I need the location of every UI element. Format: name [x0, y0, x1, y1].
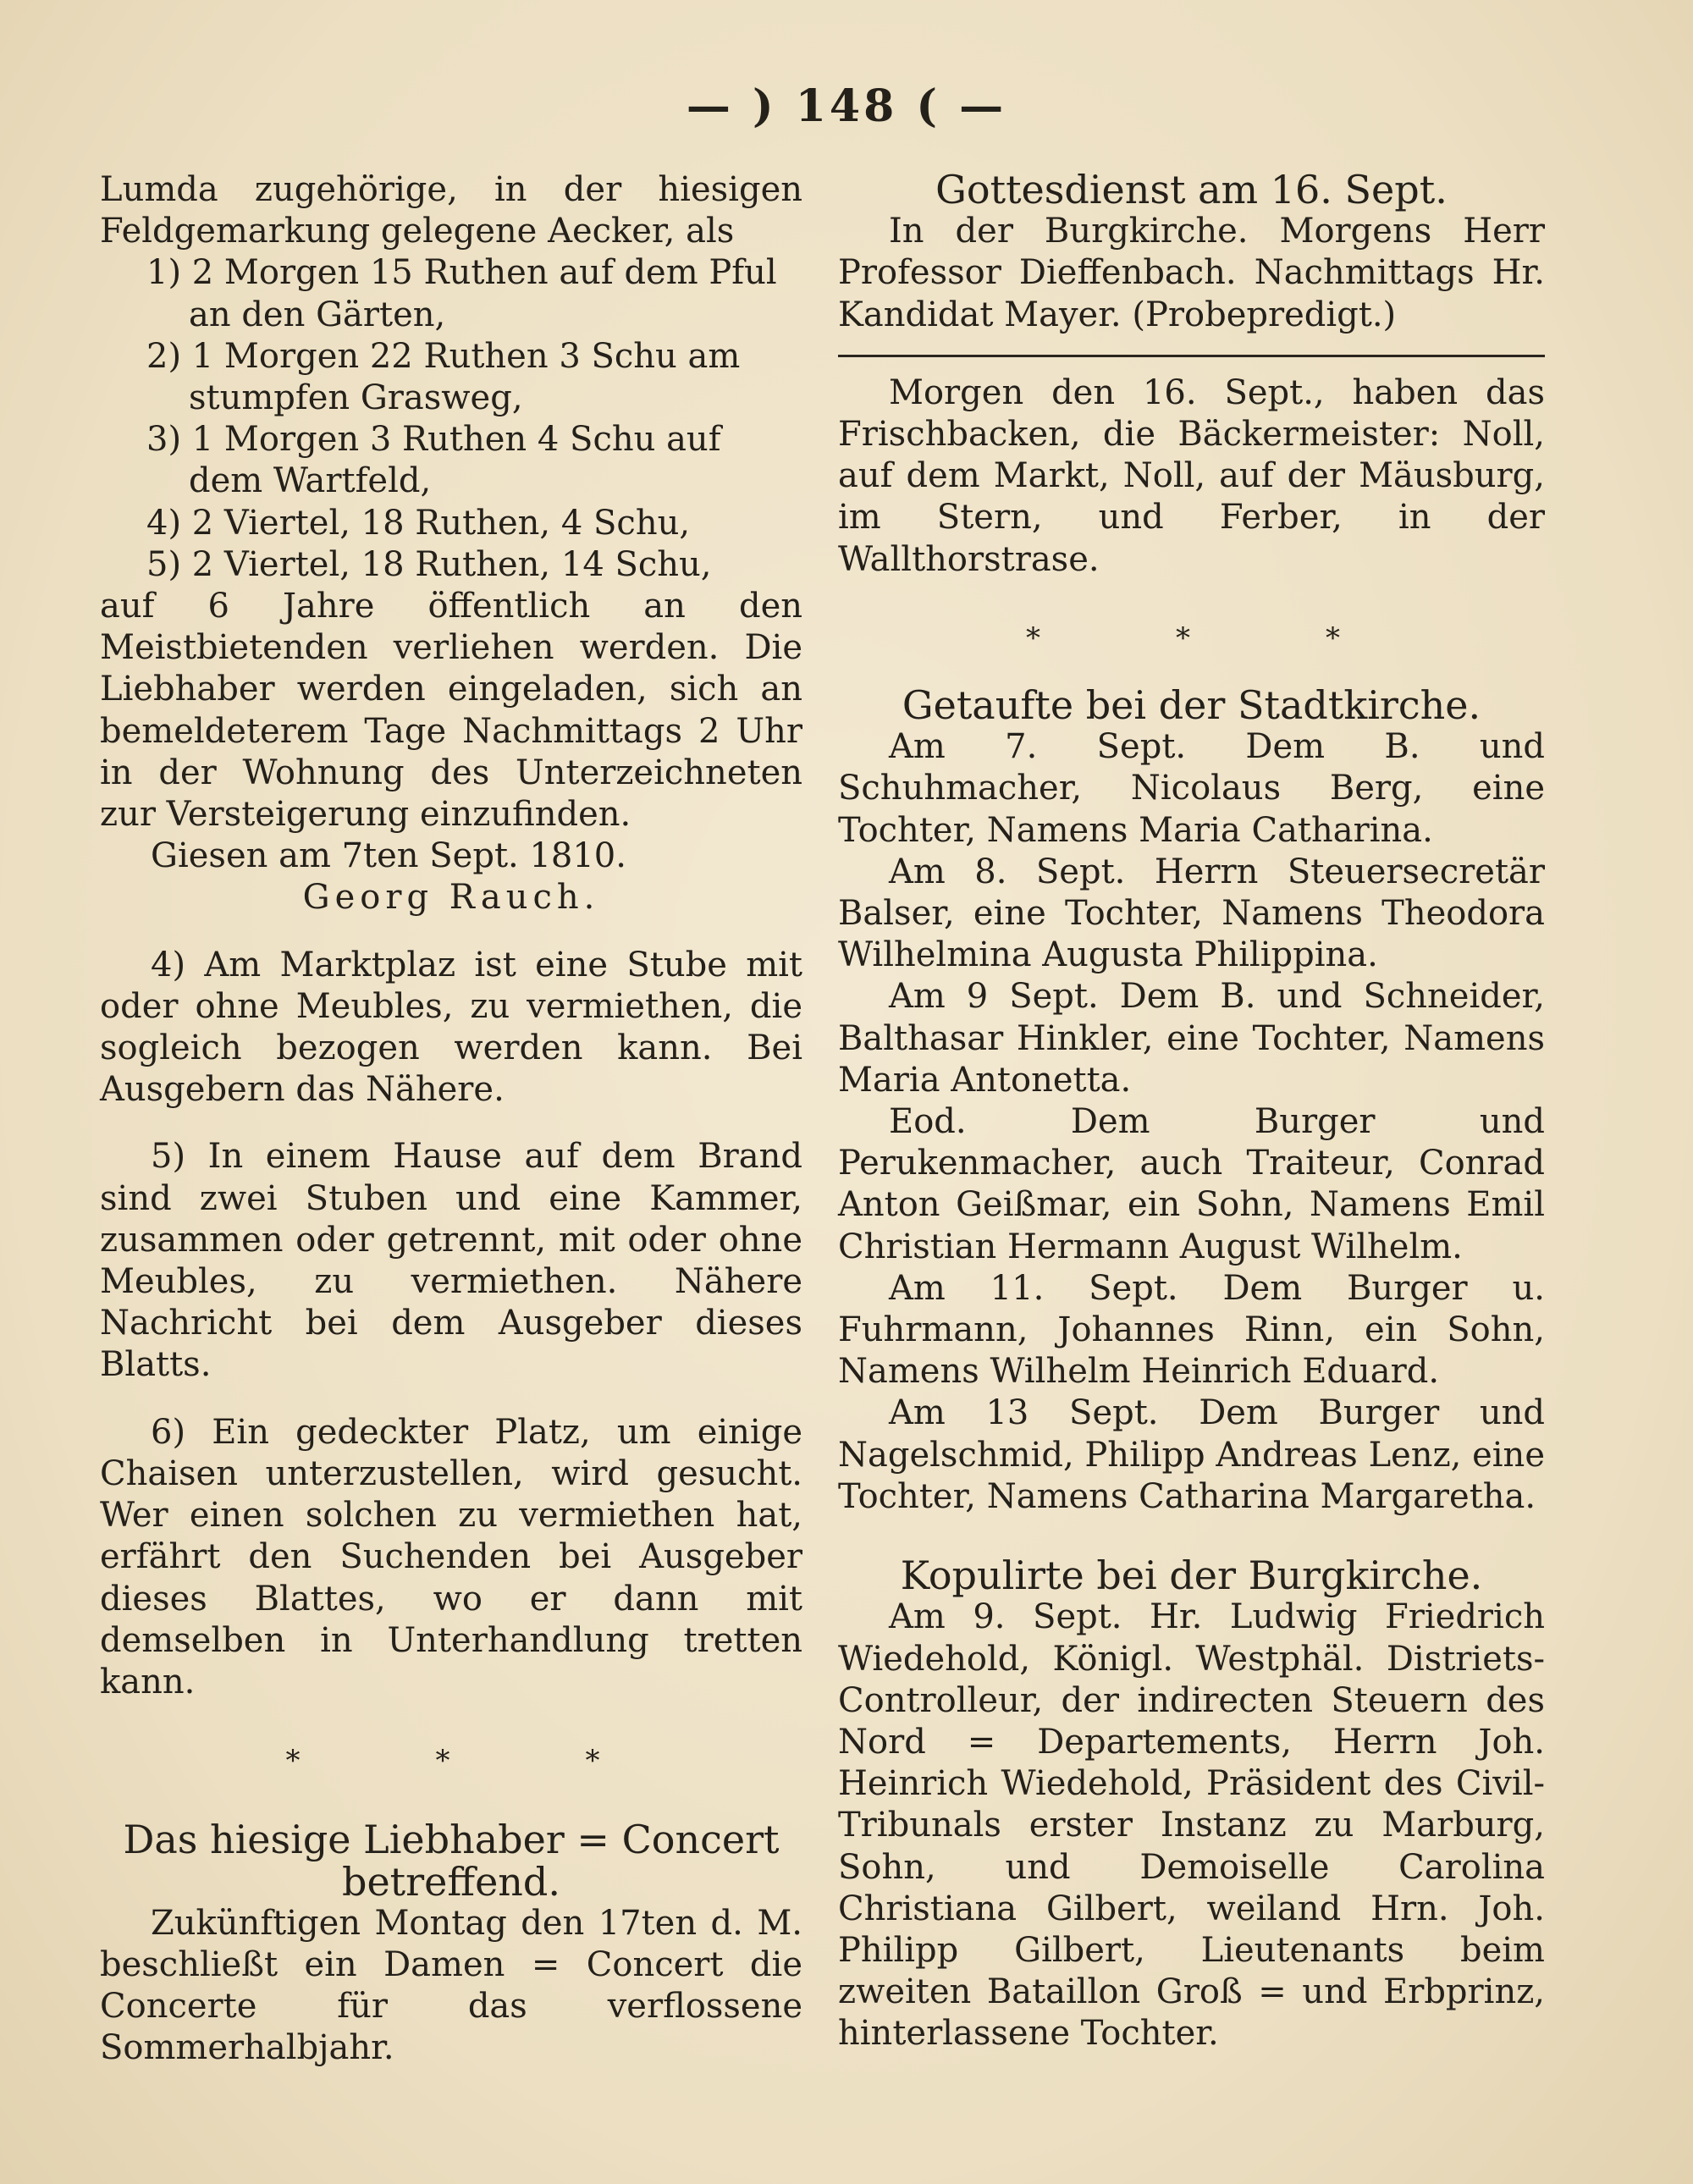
- section-divider-stars: * * *: [285, 1744, 617, 1779]
- section-divider-stars: * * *: [1026, 620, 1357, 655]
- ad-rooms-brand: 5) In einem Hause auf dem Brand sind zwei Stuben und eine Kammer, zusammen oder getrennt, mit oder ohne Meubles, zu vermiethen. Nähere Nachricht bei dem Ausgeber dieses Blatts.: [100, 1137, 802, 1385]
- field-item: 4) 2 Viertel, 18 Ruthen, 4 Schu,: [146, 503, 691, 543]
- marriage-entry: Am 9. Sept. Hr. Ludwig Friedrich Wiedehold, Königl. Westphäl. Distriets-Controlleur, der indirecten Steuern des Nord = Departements, Herrn Joh. Heinrich Wiedehold, Präsident des Civil-Tribunals erster Instanz zu Marburg, Sohn, und Demoiselle Carolina Christiana Gilbert, weiland Hrn. Joh. Philipp Gilbert, Lieutenants beim zweiten Bataillon Groß = und Erbprinz, hinterlassene Tochter.: [838, 1597, 1545, 2054]
- field-lease-intro: Lumda zugehörige, in der hiesigen Feldgemarkung gelegene Aecker, als: [100, 170, 802, 251]
- baptism-entry: Am 9 Sept. Dem B. und Schneider, Balthasar Hinkler, eine Tochter, Namens Maria Antonetta.: [838, 977, 1545, 1100]
- right-column: [838, 169, 1545, 2055]
- marriages-heading: Kopulirte bei der Burgkirche.: [900, 1553, 1483, 1599]
- page-number: — ) 148 ( —: [686, 80, 1007, 132]
- field-item: 5) 2 Viertel, 18 Ruthen, 14 Schu,: [146, 544, 712, 584]
- place-date: Giesen am 7ten Sept. 1810.: [151, 836, 626, 876]
- bakers-notice: Morgen den 16. Sept., haben das Frischbacken, die Bäckermeister: Noll, auf dem Markt, Noll, auf der Mäusburg, im Stern, und Ferber, in der Wallthorstrase.: [838, 372, 1545, 579]
- church-service-text: In der Burgkirche. Morgens Herr Professor Dieffenbach. Nachmittags Hr. Kandidat Mayer. (Probepredigt.): [838, 212, 1545, 334]
- left-column: [100, 169, 802, 2070]
- baptisms-heading: Getaufte bei der Stadtkirche.: [902, 682, 1481, 729]
- ad-covered-space: 6) Ein gedeckter Platz, um einige Chaisen unterzustellen, wird gesucht. Wer einen solchen zu vermiethen hat, erfährt den Suchenden bei Ausgeber dieses Blattes, wo er dann mit demselben in Unterhandlung tretten kann.: [100, 1412, 802, 1701]
- field-item: 1) 2 Morgen 15 Ruthen auf dem Pful an den Gärten,: [146, 253, 777, 334]
- ad-room-marketplace: 4) Am Marktplaz ist eine Stube mit oder ohne Meubles, zu vermiethen, die sogleich bezogen werden kann. Bei Ausgebern das Nähere.: [100, 945, 802, 1110]
- field-lease-outro: auf 6 Jahre öffentlich an den Meistbietenden verliehen werden. Die Liebhaber werden eingeladen, sich an bemeldeterem Tage Nachmittags 2 Uhr in der Wohnung des Unterzeichneten zur Versteigerung einzufinden.: [100, 587, 802, 835]
- baptism-entry: Am 8. Sept. Herrn Steuersecretär Balser, eine Tochter, Namens Theodora Wilhelmina Augusta Philippina.: [838, 852, 1545, 975]
- concert-heading: Das hiesige Liebhaber = Concert betreffend.: [123, 1817, 780, 1905]
- baptism-entry: Am 13 Sept. Dem Burger und Nagelschmid, Philipp Andreas Lenz, eine Tochter, Namens Catharina Margaretha.: [838, 1393, 1545, 1516]
- church-service-heading: Gottesdienst am 16. Sept.: [935, 167, 1448, 212]
- field-item: 2) 1 Morgen 22 Ruthen 3 Schu am stumpfen Grasweg,: [146, 336, 741, 418]
- baptism-entry: Eod. Dem Burger und Perukenmacher, auch Traiteur, Conrad Anton Geißmar, ein Sohn, Namens Emil Christian Hermann August Wilhelm.: [838, 1102, 1545, 1266]
- baptism-entry: Am 7. Sept. Dem B. und Schuhmacher, Nicolaus Berg, eine Tochter, Namens Maria Catharina.: [838, 727, 1545, 850]
- field-list: [100, 252, 802, 586]
- baptism-entry: Am 11. Sept. Dem Burger u. Fuhrmann, Johannes Rinn, ein Sohn, Namens Wilhelm Heinrich Eduard.: [838, 1268, 1545, 1392]
- field-item: 3) 1 Morgen 3 Ruthen 4 Schu auf dem Wartfeld,: [146, 420, 721, 501]
- signature: Georg Rauch.: [302, 878, 600, 918]
- divider-rule: [838, 355, 1545, 357]
- concert-text: Zukünftigen Montag den 17ten d. M. beschließt ein Damen = Concert die Concerte für das verflossene Sommerhalbjahr.: [100, 1903, 802, 2068]
